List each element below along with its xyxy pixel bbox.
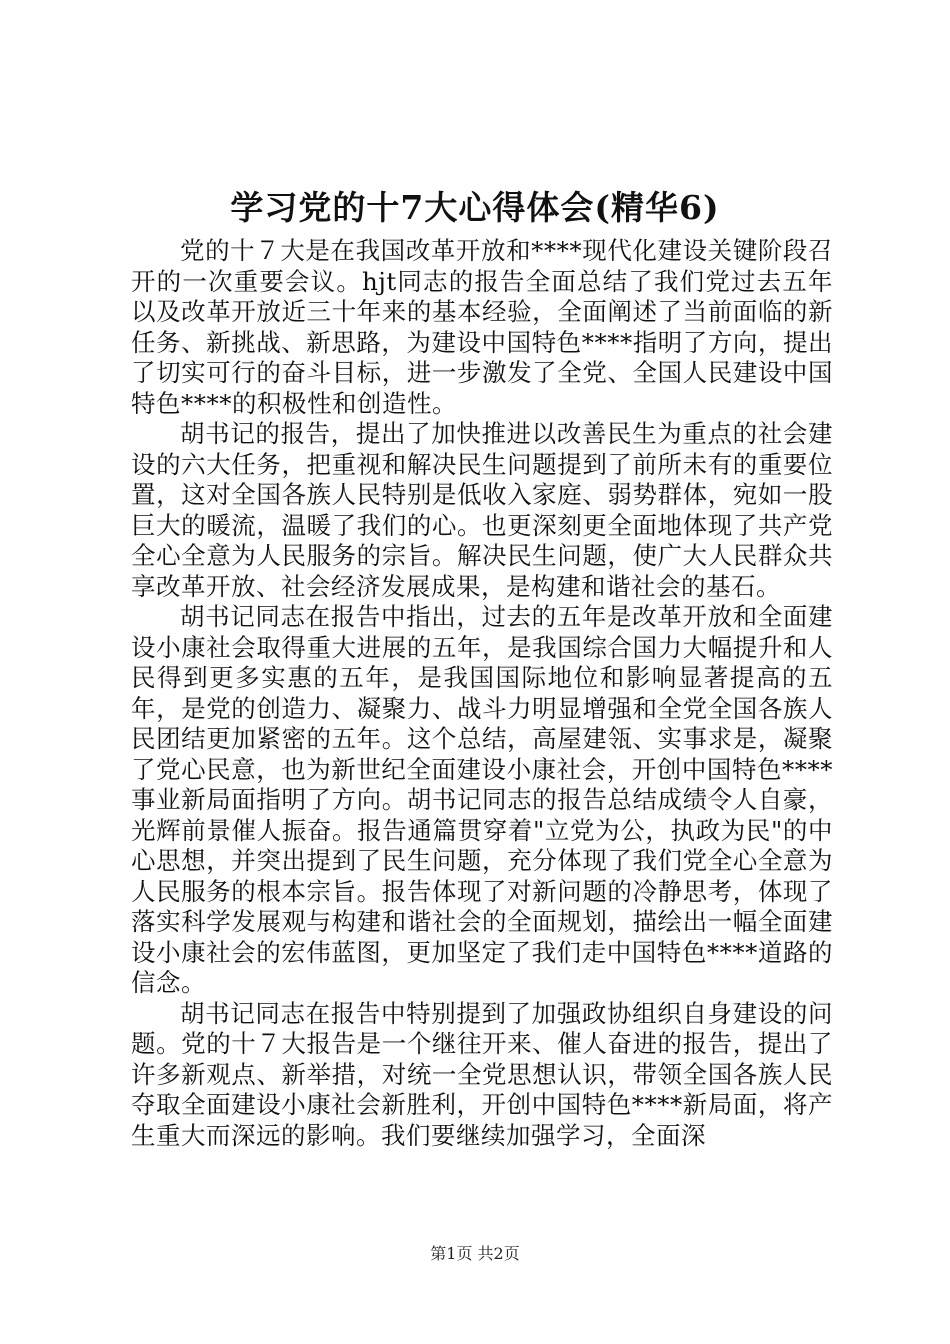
paragraph-4: 胡书记同志在报告中特别提到了加强政协组织自身建设的问题。党的十７大报告是一个继往开来、催人奋进的报告，提出了许多新观点、新举措，对统一全党思想认识，带领全国各族人民夺取全面建设小康社会新胜利，开创中国特色****新局面，将产生重大而深远的影响。我们要继续加强学习，全面深: [131, 998, 833, 1150]
document-title: 学习党的十7大心得体会(精华6): [230, 188, 720, 227]
document-body: [131, 236, 833, 1151]
paragraph-2: 胡书记的报告，提出了加快推进以改善民生为重点的社会建设的六大任务，把重视和解决民生问题提到了前所未有的重要位置，这对全国各族人民特别是低收入家庭、弱势群体，宛如一股巨大的暖流，温暖了我们的心。也更深刻更全面地体现了共产党全心全意为人民服务的宗旨。解决民生问题，使广大人民群众共享改革开放、社会经济发展成果，是构建和谐社会的基石。: [131, 419, 833, 601]
paragraph-1: 党的十７大是在我国改革开放和****现代化建设关键阶段召开的一次重要会议。hjt同志的报告全面总结了我们党过去五年以及改革开放近三十年来的基本经验，全面阐述了当前面临的新任务、新挑战、新思路，为建设中国特色****指明了方向，提出了切实可行的奋斗目标，进一步激发了全党、全国人民建设中国特色****的积极性和创造性。: [131, 236, 833, 418]
paragraph-3: 胡书记同志在报告中指出，过去的五年是改革开放和全面建设小康社会取得重大进展的五年，是我国综合国力大幅提升和人民得到更多实惠的五年，是我国国际地位和影响显著提高的五年，是党的创造力、凝聚力、战斗力明显增强和全党全国各族人民团结更加紧密的五年。这个总结，高屋建瓴、实事求是，凝聚了党心民意，也为新世纪全面建设小康社会，开创中国特色****事业新局面指明了方向。胡书记同志的报告总结成绩令人自豪，光辉前景催人振奋。报告通篇贯穿着"立党为公，执政为民"的中心思想，并突出提到了民生问题，充分体现了我们党全心全意为人民服务的根本宗旨。报告体现了对新问题的冷静思考，体现了落实科学发展观与构建和谐社会的全面规划，描绘出一幅全面建设小康社会的宏伟蓝图，更加坚定了我们走中国特色****道路的信念。: [131, 602, 833, 997]
page-footer: 第1页 共2页: [430, 1244, 520, 1263]
